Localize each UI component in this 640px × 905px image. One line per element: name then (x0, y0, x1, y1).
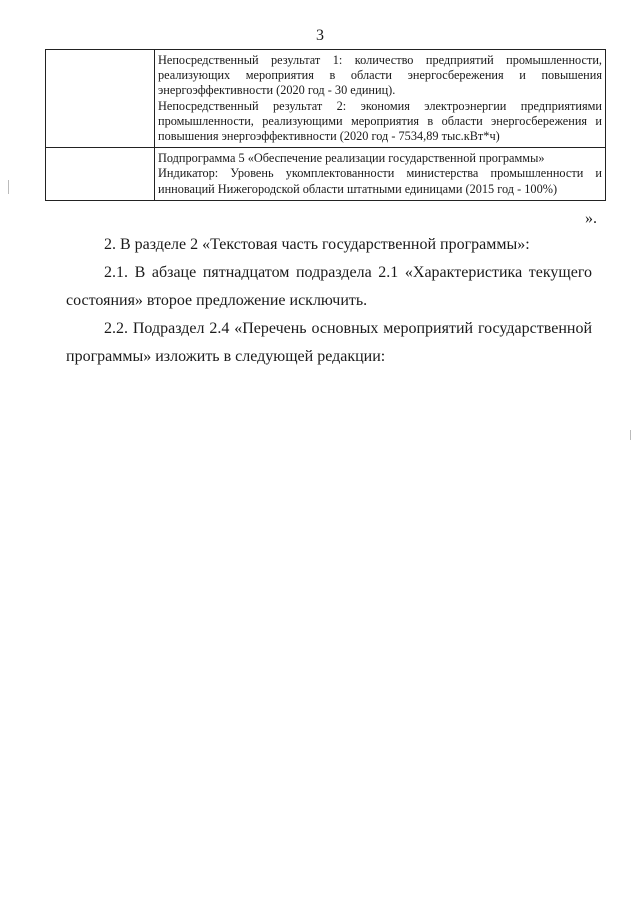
table-cell-subprogram (155, 148, 606, 201)
subprogram-title: Подпрограмма 5 «Обеспечение реализации государственной программы» (158, 151, 545, 166)
scan-margin-mark (8, 180, 9, 194)
closing-quote: ». (585, 210, 597, 227)
indicators-table (45, 49, 606, 201)
table-row (46, 148, 606, 201)
paragraph-2-2: 2.2. Подраздел 2.4 «Перечень основных мероприятий государственной программы» изложить в следующей редакции: (66, 320, 592, 365)
table-row (46, 50, 606, 148)
table-cell-empty (46, 148, 155, 201)
page-number: 3 (316, 27, 324, 44)
direct-result-2: Непосредственный результат 2: экономия электроэнергии предприятиями промышленности, реализующими мероприятия в области энергосбережения и повышения энергоэффективности (2020 год - 7534,89 тыс.кВт*ч) (158, 98, 602, 144)
paragraph-section-2: 2. В разделе 2 «Текстовая часть государственной программы»: (104, 236, 530, 253)
indicator-text: Индикатор: Уровень укомплектованности министерства промышленности и инноваций Нижегородской области штатными единицами (2015 год - 100%) (158, 166, 602, 196)
table-cell-results (155, 50, 606, 148)
direct-result-1: Непосредственный результат 1: количество предприятий промышленности, реализующих мероприятия в области энергосбережения и повышения энергоэффективности (2020 год - 30 единиц). (158, 53, 602, 98)
scan-margin-mark (630, 430, 631, 440)
table-cell-empty (46, 50, 155, 148)
paragraph-2-1: 2.1. В абзаце пятнадцатом подраздела 2.1 «Характеристика текущего состояния» второе предложение исключить. (66, 264, 592, 309)
